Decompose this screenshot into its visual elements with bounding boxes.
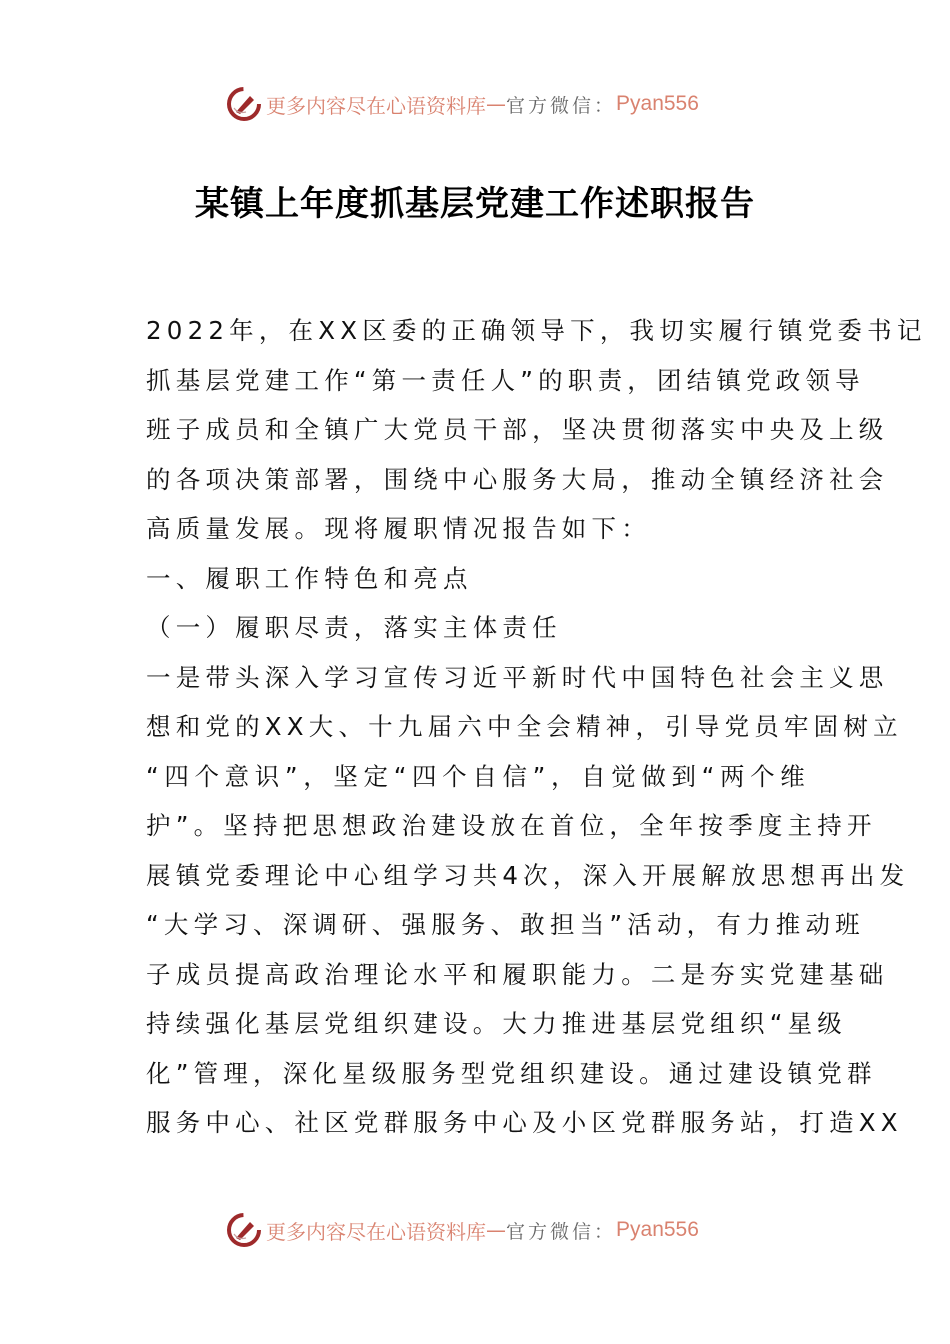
watermark-dash: — [486,92,506,116]
body-line: 子成员提高政治理论水平和履职能力。二是夯实党建基础 [146,959,889,989]
body-line: 2022年，在XX区委的正确领导下，我切实履行镇党委书记 [146,316,927,345]
watermark-dash: — [486,1218,506,1242]
watermark-site-text: 更多内容尽在心语资料库 [266,1219,486,1244]
body-line: 护”。坚持把思想政治建设放在首位，全年按季度主持开 [146,811,877,840]
document-title: 某镇上年度抓基层党建工作述职报告 [195,184,755,224]
document-body [146,309,927,1151]
body-line: “四个意识”，坚定“四个自信”，自觉做到“两个维 [146,761,810,791]
section-heading: 一、履职工作特色和亮点 [146,563,473,593]
watermark-official-label: 官方微信： [506,94,617,117]
header-watermark [226,84,726,124]
watermark-wechat-id: Pyan556 [616,92,699,115]
body-line: 班子成员和全镇广大党员干部，坚决贯彻落实中央及上级 [146,415,889,444]
body-line: 高质量发展。现将履职情况报告如下： [146,514,651,543]
body-line: “大学习、深调研、强服务、敢担当”活动，有力推动班 [146,910,865,939]
body-line: 持续强化基层党组织建设。大力推进基层党组织“星级 [146,1009,847,1038]
body-line: 的各项决策部署，围绕中心服务大局，推动全镇经济社会 [146,464,889,494]
body-line: 抓基层党建工作“第一责任人”的职责，团结镇党政领导 [146,365,865,395]
watermark-site-text: 更多内容尽在心语资料库 [266,93,486,118]
watermark-wechat-id: Pyan556 [616,1218,699,1241]
body-line: 想和党的XX大、十九届六中全会精神，引导党员牢固树立 [146,712,903,741]
body-line: 展镇党委理论中心组学习共4次，深入开展解放思想再出发 [146,860,910,890]
body-line: 化”管理，深化星级服务型党组织建设。通过建设镇党群 [146,1058,877,1088]
watermark-official-label: 官方微信： [506,1220,617,1243]
body-line: 服务中心、社区党群服务中心及小区党群服务站，打造XX [146,1108,903,1137]
subsection-heading: （一）履职尽责，落实主体责任 [146,613,562,642]
pen-logo-icon [226,1212,262,1248]
pen-logo-icon [226,86,262,122]
footer-watermark [226,1210,726,1250]
body-line: 一是带头深入学习宣传习近平新时代中国特色社会主义思 [146,662,889,692]
